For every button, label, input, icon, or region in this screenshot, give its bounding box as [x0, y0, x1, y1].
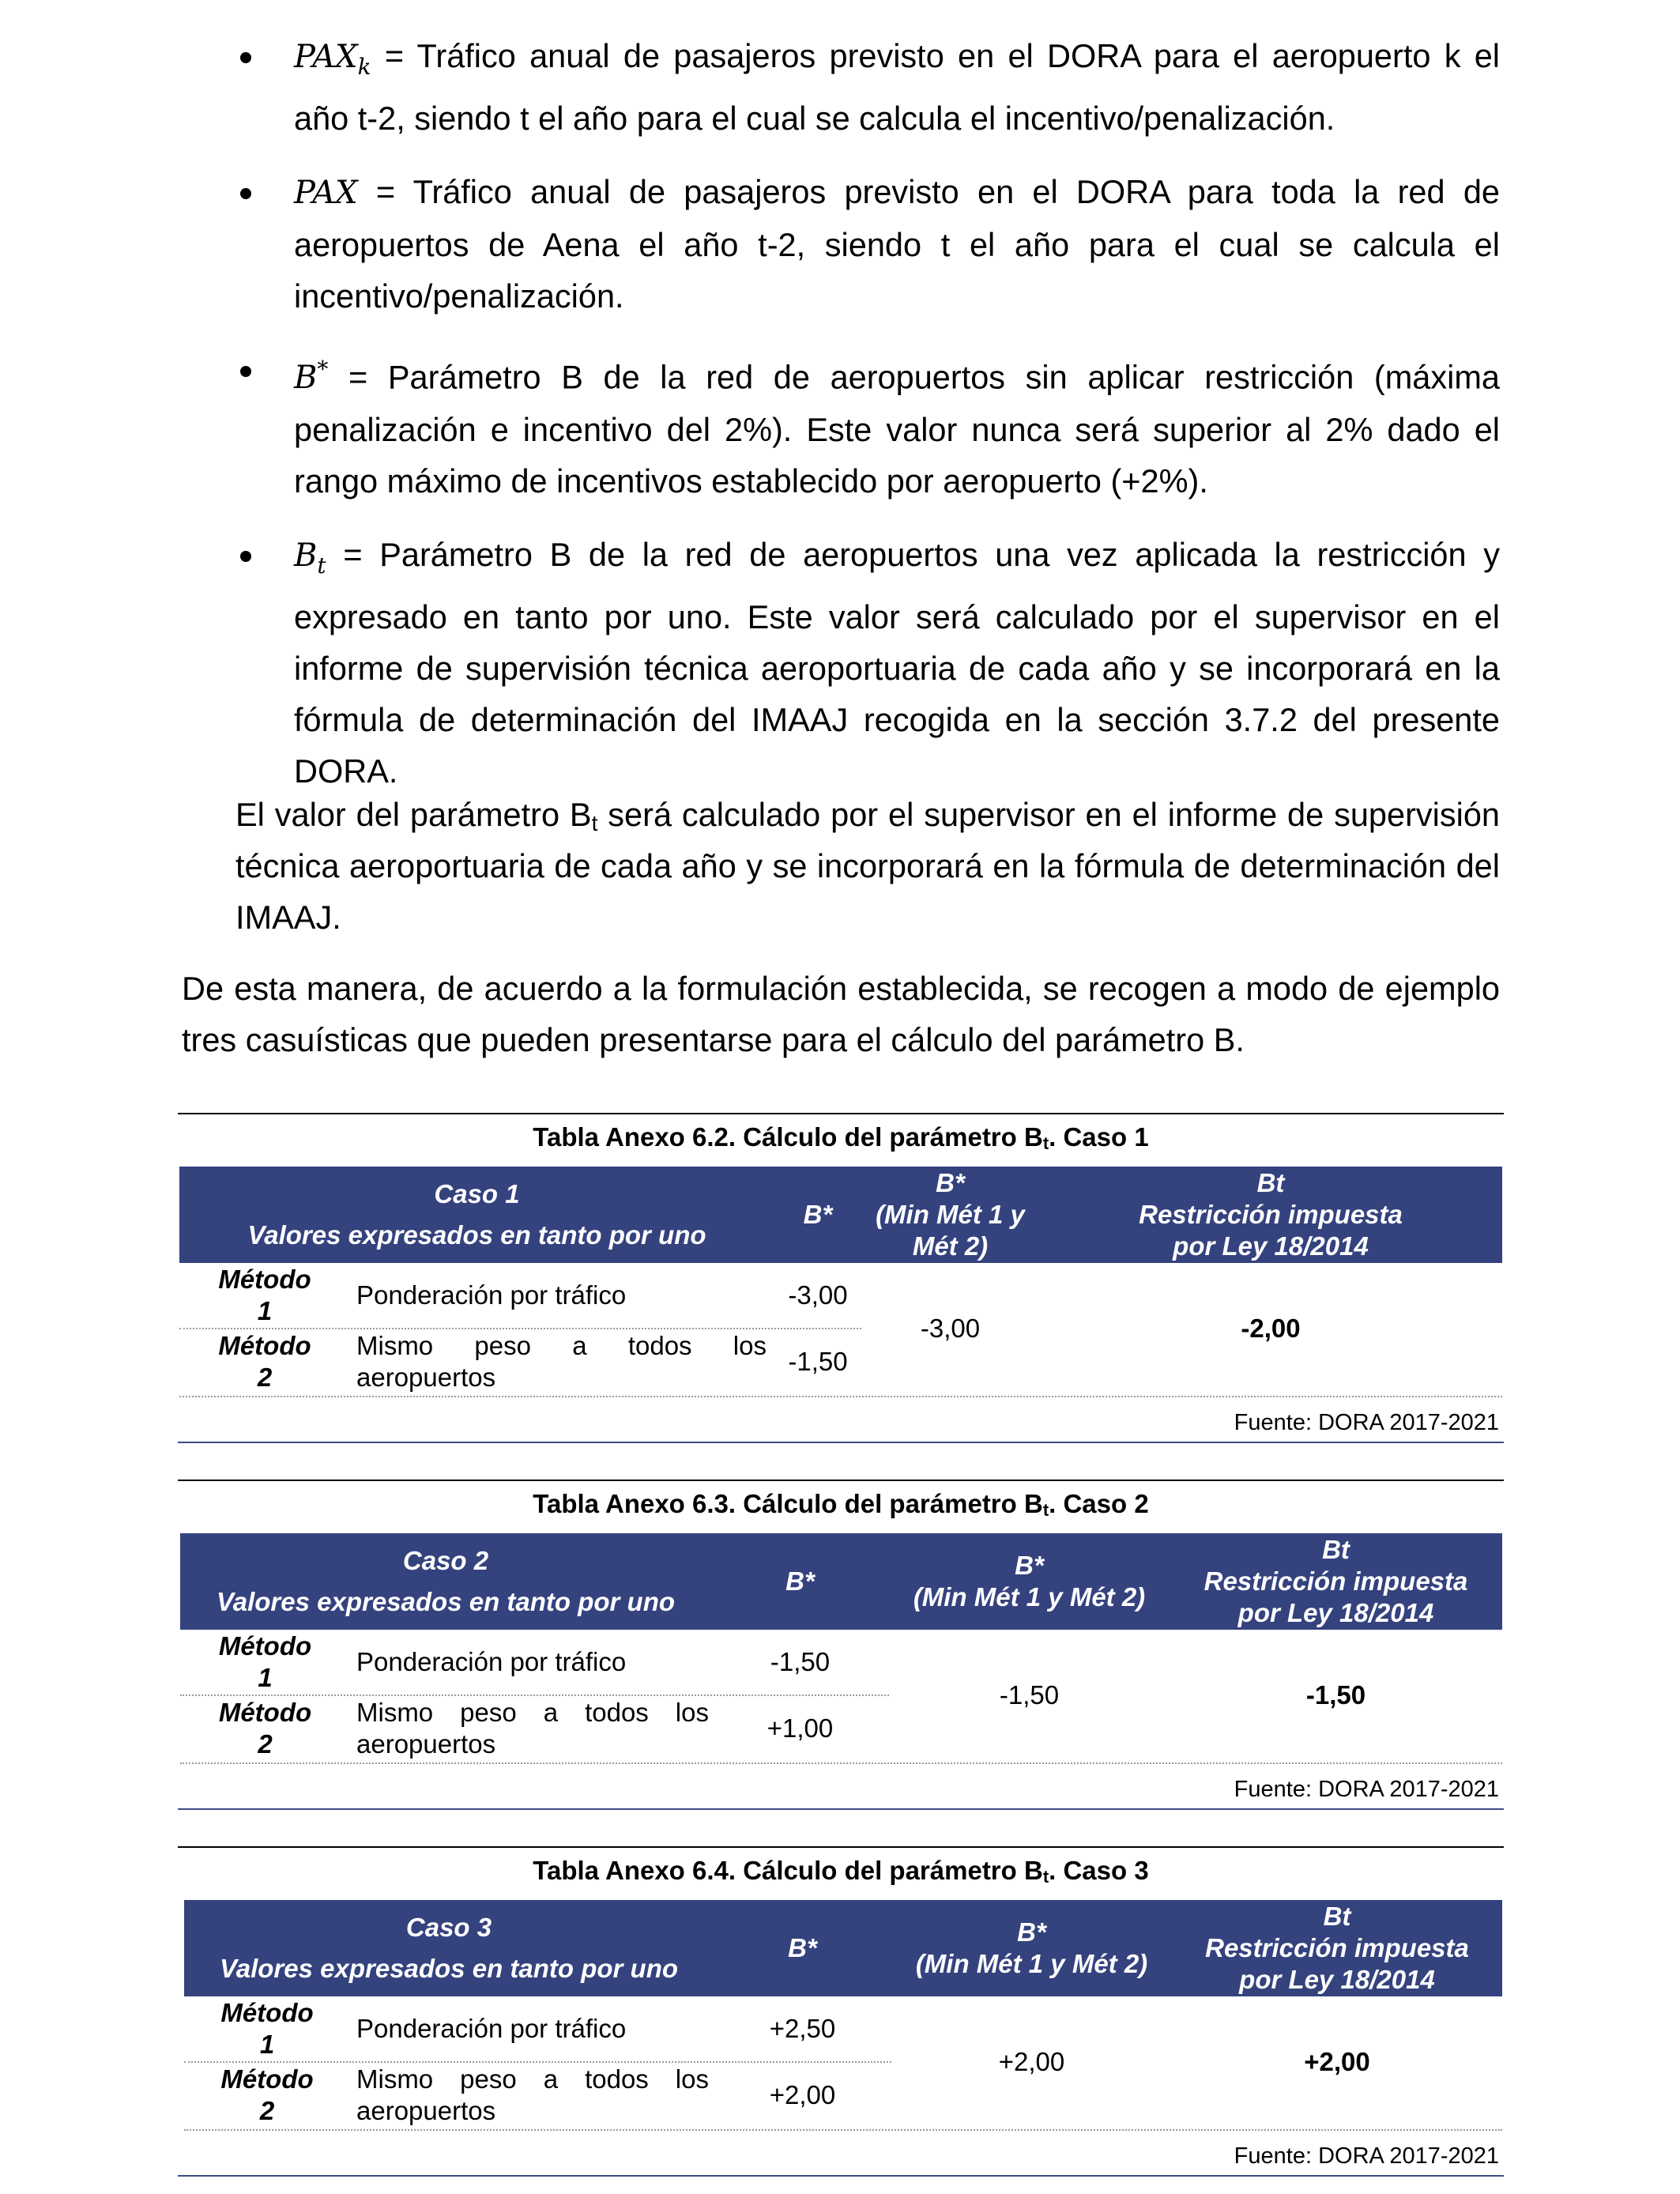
method-2-b-star: +2,00 [769, 2080, 836, 2109]
method-1-description: Ponderación por tráfico [356, 2014, 627, 2043]
min-b-star-value: -3,00 [920, 1314, 981, 1343]
method-2-label: Método 2 [218, 1698, 312, 1759]
definition-b-t [235, 529, 1500, 797]
table-bottom-divider [184, 2129, 1502, 2131]
method-1-description: Ponderación por tráfico [356, 1280, 627, 1310]
math-symbol: $PAX_k$ [294, 39, 371, 80]
definition-b-star [235, 344, 1500, 507]
header-min-b-star: B* (Min Mét 1 y Mét 2) [861, 1167, 1039, 1263]
table-case-2 [178, 1480, 1504, 1819]
paragraph-cases-intro: De esta manera, de acuerdo a la formulación establecida, se recogen a modo de ejemplo tres casuísticas que pueden presentarse para el cálculo del parámetro B. [182, 970, 1500, 1058]
table-source: Fuente: DORA 2017-2021 [1234, 1410, 1499, 1435]
method-1-label: Método 1 [220, 1998, 314, 2059]
definition-text: = Parámetro B de la red de aeropuertos una vez aplicada la restricción y expresado en tanto por uno. Este valor será calculado por el supervisor en el informe de supervisión técnica aeroportuaria de cada año y se incorporará en la fórmula de determinación del IMAAJ recogida en la sección 3.7.2 del presente DORA. [294, 536, 1500, 790]
math-symbol: B* [294, 356, 329, 397]
table-top-rule [178, 1113, 1504, 1114]
bt-value: -2,00 [1241, 1314, 1301, 1343]
header-b-star: B* [714, 1900, 891, 1996]
bt-value: -1,50 [1305, 1680, 1366, 1710]
header-bt: Bt Restricción impuesta por Ley 18/2014 [1039, 1167, 1502, 1263]
header-case: Caso 3 Valores expresados en tanto por uno [184, 1900, 714, 1996]
method-2-description: Mismo peso a todos los aeropuertos [356, 1331, 767, 1392]
definition-text: = Tráfico anual de pasajeros previsto en el DORA para toda la red de aeropuertos de Aena el año t-2, siendo t el año para el cual se calcula el incentivo/penalización. [294, 173, 1500, 315]
table-top-rule [178, 1480, 1504, 1481]
header-b-star: B* [711, 1533, 889, 1630]
table-case-3 [178, 1846, 1504, 2186]
method-1-b-star: -1,50 [770, 1647, 831, 1676]
table-bottom-rule [178, 1442, 1504, 1443]
method-2-label: Método 2 [220, 2064, 314, 2125]
bullet-icon [240, 52, 251, 63]
table-source: Fuente: DORA 2017-2021 [1234, 2143, 1499, 2169]
bullet-icon [240, 188, 251, 199]
table-caption: Tabla Anexo 6.2. Cálculo del parámetro $B_t$. Caso 1 [533, 1122, 1149, 1153]
min-b-star-value: +2,00 [998, 2047, 1065, 2076]
table-bottom-rule [178, 1808, 1504, 1810]
method-2-description: Mismo peso a todos los aeropuertos [356, 1698, 709, 1759]
definition-text: = Tráfico anual de pasajeros previsto en el DORA para el aeropuerto k el año t-2, siendo t el año para el cual se calcula el incentivo/penalización. [294, 37, 1500, 137]
table-bottom-divider [179, 1396, 1502, 1397]
method-2-description: Mismo peso a todos los aeropuertos [356, 2064, 709, 2125]
bt-value: +2,00 [1304, 2047, 1370, 2076]
method-2-b-star: -1,50 [788, 1347, 848, 1376]
method-1-label: Método 1 [218, 1265, 311, 1325]
bullet-icon [240, 366, 251, 377]
table-caption: Tabla Anexo 6.4. Cálculo del parámetro $B_t$. Caso 3 [533, 1856, 1149, 1887]
table-top-rule [178, 1846, 1504, 1848]
method-1-b-star: -3,00 [788, 1280, 848, 1310]
method-1-description: Ponderación por tráfico [356, 1647, 627, 1676]
math-symbol: $B_t$ [294, 537, 326, 579]
paragraph-bt-calculation: El valor del parámetro $B_t$ será calculado por el supervisor en el informe de supervisión técnica aeroportuaria de cada año y se incorporará en la fórmula de determinación del IMAAJ. [235, 796, 1500, 936]
table-caption: Tabla Anexo 6.3. Cálculo del parámetro $B_t$. Caso 2 [533, 1489, 1149, 1520]
definition-pax-k [235, 30, 1500, 144]
header-bt: Bt Restricción impuesta por Ley 18/2014 [1172, 1900, 1502, 1996]
bullet-icon [240, 551, 251, 562]
header-case: Caso 2 Valores expresados en tanto por uno [180, 1533, 711, 1630]
header-min-b-star: B* (Min Mét 1 y Mét 2) [889, 1533, 1170, 1630]
header-case: Caso 1 Valores expresados en tanto por uno [179, 1167, 774, 1263]
min-b-star-value: -1,50 [999, 1680, 1060, 1710]
method-1-b-star: +2,50 [769, 2014, 836, 2043]
table-bottom-rule [178, 2175, 1504, 2177]
definition-pax [235, 166, 1500, 322]
table-case-1 [178, 1113, 1504, 1453]
table-bottom-divider [180, 1762, 1502, 1764]
definition-list [235, 30, 1500, 819]
method-2-label: Método 2 [218, 1331, 311, 1392]
math-symbol: PAX [294, 175, 358, 211]
method-2-b-star: +1,00 [767, 1713, 834, 1743]
table-source: Fuente: DORA 2017-2021 [1234, 1777, 1499, 1802]
header-min-b-star: B* (Min Mét 1 y Mét 2) [891, 1900, 1172, 1996]
header-b-star: B* [774, 1167, 861, 1263]
header-bt: Bt Restricción impuesta por Ley 18/2014 [1170, 1533, 1502, 1630]
method-1-label: Método 1 [218, 1631, 312, 1692]
definition-text: = Parámetro B de la red de aeropuertos sin aplicar restricción (máxima penalización e incentivo del 2%). Este valor nunca será superior al 2% dado el rango máximo de incentivos establecido por aeropuerto (+2%). [294, 358, 1500, 500]
